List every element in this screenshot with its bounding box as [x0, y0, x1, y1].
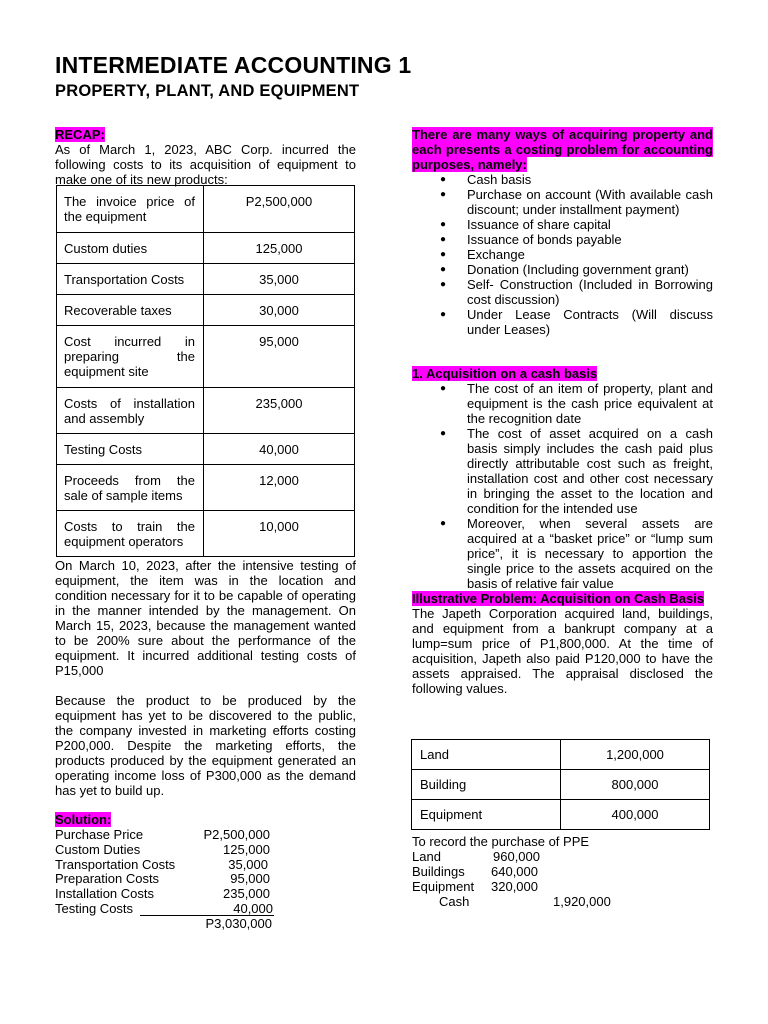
cash-basis-section	[412, 366, 713, 696]
ways-section	[412, 127, 713, 337]
solution-label: Preparation Costs	[55, 871, 160, 886]
cost-amount: 40,000	[204, 434, 355, 465]
cost-amount: 95,000	[204, 326, 355, 388]
problem-heading: Illustrative Problem: Acquisition on Cash Basis	[412, 591, 705, 606]
cost-item: Testing Costs	[57, 434, 204, 465]
ways-heading: There are many ways of acquiring property and each presents a costing problem for accounting purposes, namely:	[412, 127, 713, 172]
solution-amount: 125,000	[223, 842, 270, 857]
solution-label: Testing Costs	[55, 901, 134, 916]
entry-amount: 640,000	[491, 864, 538, 879]
page-title: INTERMEDIATE ACCOUNTING 1	[55, 52, 412, 78]
solution-row	[55, 901, 133, 916]
solution-label: Installation Costs	[55, 886, 154, 901]
list-item: ● Purchase on account (With available cash discount; under installment payment)	[412, 187, 713, 217]
entry-account: Land	[412, 849, 441, 864]
table-row	[57, 465, 355, 511]
list-item: ● Issuance of bonds payable	[412, 232, 713, 247]
table-row	[57, 186, 355, 233]
solution-row	[55, 871, 159, 886]
cost-amount: 12,000	[204, 465, 355, 511]
entry-heading: To record the purchase of PPE	[412, 834, 590, 849]
table-row	[412, 800, 710, 830]
solution-amount: 40,000	[233, 901, 273, 916]
cash-basis-list	[412, 381, 713, 591]
solution-label: Transportation Costs	[55, 857, 176, 872]
cost-amount: 125,000	[204, 233, 355, 264]
solution-amount: P2,500,000	[203, 827, 270, 842]
list-item: ● Moreover, when several assets are acquired at a “basket price” or “lump sum price”, it is necessary to apportion the single price to the assets acquired on the basis of relative fair value	[412, 516, 713, 591]
cost-item: Costs of installation and assembly	[57, 388, 204, 434]
table-row	[412, 740, 710, 770]
solution-label: Custom Duties	[55, 842, 141, 857]
cost-item: The invoice price of the equipment	[57, 186, 204, 233]
list-item: ● Under Lease Contracts (Will discuss under Leases)	[412, 307, 713, 337]
solution-total: P3,030,000	[205, 916, 272, 931]
cost-item: Costs to train the equipment operators	[57, 511, 204, 557]
cash-basis-heading: 1. Acquisition on a cash basis	[412, 366, 598, 381]
list-item: ● Donation (Including government grant)	[412, 262, 713, 277]
table-row	[57, 434, 355, 465]
solution-row	[55, 886, 154, 901]
cost-amount: 10,000	[204, 511, 355, 557]
solution-row	[55, 827, 143, 842]
recap-paragraph-2: Because the product to be produced by the equipment has yet to be discovered to the public, the company invested in marketing efforts costing P200,000. Despite the marketing efforts, the products produced by the equipment generated an operating income loss of P300,000 as the demand has yet to build up.	[55, 693, 356, 798]
cost-amount: 235,000	[204, 388, 355, 434]
entry-amount: 960,000	[493, 849, 540, 864]
solution-label: Purchase Price	[55, 827, 144, 842]
cost-item: Proceeds from the sale of sample items	[57, 465, 204, 511]
cost-table	[56, 185, 355, 557]
cost-item: Transportation Costs	[57, 264, 204, 295]
recap-paragraph-1: On March 10, 2023, after the intensive testing of equipment, the item was in the location and condition necessary for it to be capable of operating in the manner intended by the management. On March 15, 2023, because the management wanted to be 200% sure about the performance of the equipment. It incurred additional testing costs of P15,000	[55, 558, 356, 678]
cost-amount: 35,000	[204, 264, 355, 295]
solution-heading	[55, 812, 111, 827]
cost-amount: P2,500,000	[204, 186, 355, 233]
solution-amount: 235,000	[223, 886, 270, 901]
table-row	[57, 388, 355, 434]
cost-amount: 30,000	[204, 295, 355, 326]
appraisal-value: 800,000	[561, 770, 710, 800]
appraisal-value: 400,000	[561, 800, 710, 830]
table-row	[57, 511, 355, 557]
solution-amount: 95,000	[230, 871, 270, 886]
table-row	[57, 295, 355, 326]
cost-item: Cost incurred in preparing the equipment site	[57, 326, 204, 388]
entry-account: Equipment	[412, 879, 475, 894]
list-item: ● Issuance of share capital	[412, 217, 713, 232]
table-row	[57, 233, 355, 264]
cost-item: Recoverable taxes	[57, 295, 204, 326]
problem-text: The Japeth Corporation acquired land, buildings, and equipment from a bankrupt company at a lump=sum price of P1,800,000. At the time of acquisition, Japeth also paid P120,000 to have the assets appraised. The appraisal disclosed the following values.	[412, 606, 713, 696]
recap-intro: As of March 1, 2023, ABC Corp. incurred the following costs to its acquisition of equipment to make one of its new products:	[55, 142, 356, 187]
recap-section	[55, 127, 356, 187]
appraisal-table	[411, 739, 710, 830]
entry-account: Buildings	[412, 864, 465, 879]
entry-amount: 320,000	[491, 879, 538, 894]
table-row	[57, 264, 355, 295]
cost-item: Custom duties	[57, 233, 204, 264]
table-row	[57, 326, 355, 388]
appraisal-value: 1,200,000	[561, 740, 710, 770]
recap-heading: RECAP:	[55, 127, 105, 142]
list-item: ● The cost of asset acquired on a cash basis simply includes the cash paid plus directly attributable cost such as freight, installation cost and other cost necessary in bringing the asset to the location and condition for the intended use	[412, 426, 713, 516]
appraisal-asset: Building	[412, 770, 561, 800]
ways-list	[412, 172, 713, 337]
solution-row	[55, 842, 140, 857]
appraisal-asset: Equipment	[412, 800, 561, 830]
solution-amount: 35,000	[228, 857, 268, 872]
list-item: ● Exchange	[412, 247, 713, 262]
solution-row	[55, 857, 175, 872]
entry-credit-account: Cash	[439, 894, 470, 909]
appraisal-asset: Land	[412, 740, 561, 770]
list-item: ● Self- Construction (Included in Borrowing cost discussion)	[412, 277, 713, 307]
list-item: ● Cash basis	[412, 172, 713, 187]
solution-heading-text: Solution:	[55, 812, 112, 827]
list-item: ● The cost of an item of property, plant and equipment is the cash price equivalent at the recognition date	[412, 381, 713, 426]
table-row	[412, 770, 710, 800]
page-subtitle: PROPERTY, PLANT, AND EQUIPMENT	[55, 82, 360, 100]
entry-credit-amount: 1,920,000	[553, 894, 611, 909]
